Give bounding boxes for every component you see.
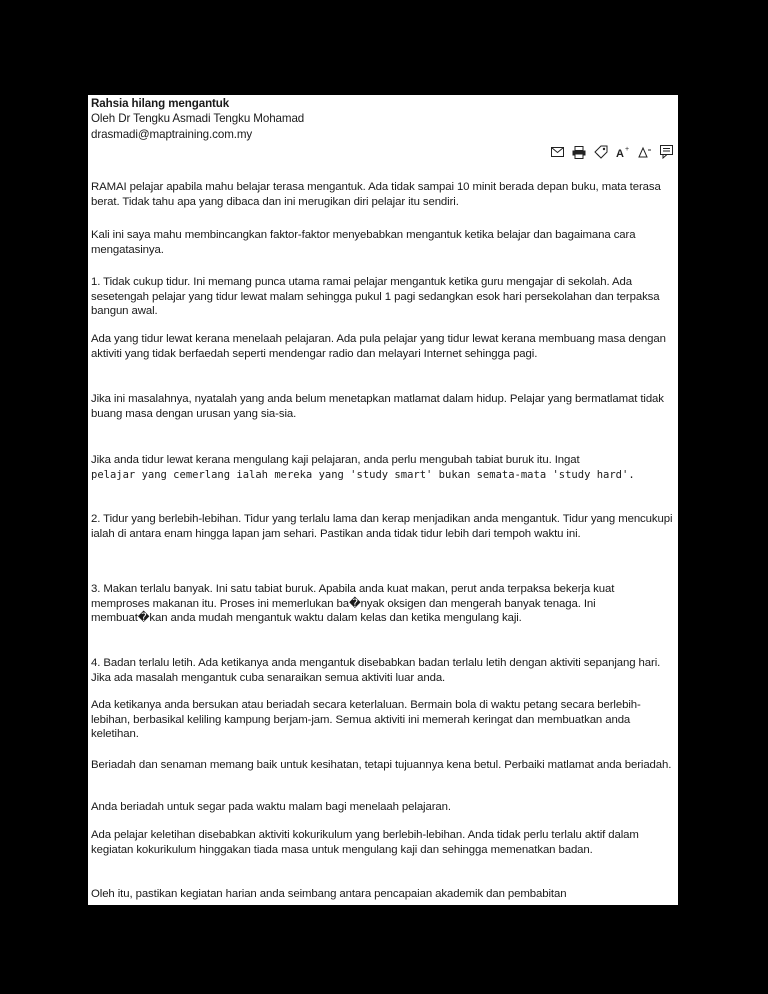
article-byline: Oleh Dr Tengku Asmadi Tengku Mohamad [91, 112, 305, 125]
paragraph: Ada yang tidur lewat kerana menelaah pelajaran. Ada pula pelajar yang tidur lewat kerana membuang masa dengan aktiviti yang tidak berfaedah seperti mendengar radio dan melayari Internet sehingga pagi. [91, 333, 666, 360]
paragraph-line-mono: pelajar yang cemerlang ialah mereka yang 'study smart' bukan semata-mata 'study hard'. [91, 468, 635, 481]
email-icon[interactable] [550, 145, 564, 159]
paragraph [91, 453, 675, 482]
article-toolbar [550, 145, 674, 159]
tag-icon[interactable] [594, 145, 608, 159]
print-icon[interactable] [572, 145, 586, 159]
comment-icon[interactable] [660, 145, 674, 159]
svg-text:+: + [625, 146, 630, 153]
paragraph: 3. Makan terlalu banyak. Ini satu tabiat buruk. Apabila anda kuat makan, perut anda terpaksa bekerja kuat memproses makanan itu. Proses ini memerlukan ba�nyak oksigen dan mengerah banyak tenaga. Ini membuat�kan anda mudah mengantuk waktu dalam kelas dan ketika mengulang kaji. [91, 583, 615, 624]
paragraph: RAMAI pelajar apabila mahu belajar terasa mengantuk. Ada tidak sampai 10 minit berada depan buku, mata terasa berat. Tidak tahu apa yang dibaca dan ini merugikan diri pelajar itu sendiri. [91, 181, 661, 208]
svg-text:A: A [616, 148, 624, 158]
font-decrease-icon[interactable] [638, 145, 652, 159]
paragraph: Ada ketikanya anda bersukan atau beriadah secara keterlaluan. Bermain bola di waktu petang secara berlebih-lebihan, berbasikal keliling kampung berjam-jam. Semua aktiviti ini memerah keringat dan membuatkan anda keletihan. [91, 699, 641, 740]
paragraph: Jika ini masalahnya, nyatalah yang anda belum menetapkan matlamat dalam hidup. Pelajar yang bermatlamat tidak buang masa dengan urusan yang sia-sia. [91, 393, 664, 420]
author-email: drasmadi@maptraining.com.my [91, 128, 253, 141]
document-page [88, 95, 678, 905]
paragraph: Oleh itu, pastikan kegiatan harian anda seimbang antara pencapaian akademik dan pembabitan [91, 888, 567, 900]
paragraph: Kali ini saya mahu membincangkan faktor-faktor menyebabkan mengantuk ketika belajar dan bagaimana cara mengatasinya. [91, 229, 636, 256]
paragraph: Ada pelajar keletihan disebabkan aktiviti kokurikulum yang berlebih-lebihan. Anda tidak perlu terlalu aktif dalam kegiatan kokurikulum hinggakan tiada masa untuk mengulang kaji dan sehingga memenatkan badan. [91, 829, 639, 856]
paragraph-line: Jika anda tidur lewat kerana mengulang kaji pelajaran, anda perlu mengubah tabiat buruk itu. Ingat [91, 454, 580, 466]
paragraph: 4. Badan terlalu letih. Ada ketikanya anda mengantuk disebabkan badan terlalu letih dengan aktiviti sepanjang hari. Jika ada masalah mengantuk cuba senaraikan semua aktiviti luar anda. [91, 657, 661, 684]
paragraph: 2. Tidur yang berlebih-lebihan. Tidur yang terlalu lama dan kerap menjadikan anda mengantuk. Tidur yang mencukupi ialah di antara enam hingga lapan jam sehari. Pastikan anda tidak tidur lebih dari tempoh waktu ini. [91, 513, 673, 540]
article-title: Rahsia hilang mengantuk [91, 97, 230, 110]
article [88, 95, 678, 143]
paragraph: Anda beriadah untuk segar pada waktu malam bagi menelaah pelajaran. [91, 801, 451, 813]
paragraph: 1. Tidak cukup tidur. Ini memang punca utama ramai pelajar mengantuk ketika guru mengajar di sekolah. Ada sesetengah pelajar yang tidur lewat malam sehingga pukul 1 pagi sedangkan esok hari persekolahan dan terpaksa bangun awal. [91, 276, 660, 317]
paragraph: Beriadah dan senaman memang baik untuk kesihatan, tetapi tujuannya kena betul. Perbaiki matlamat anda beriadah. [91, 759, 672, 771]
font-increase-icon[interactable] [616, 145, 630, 159]
